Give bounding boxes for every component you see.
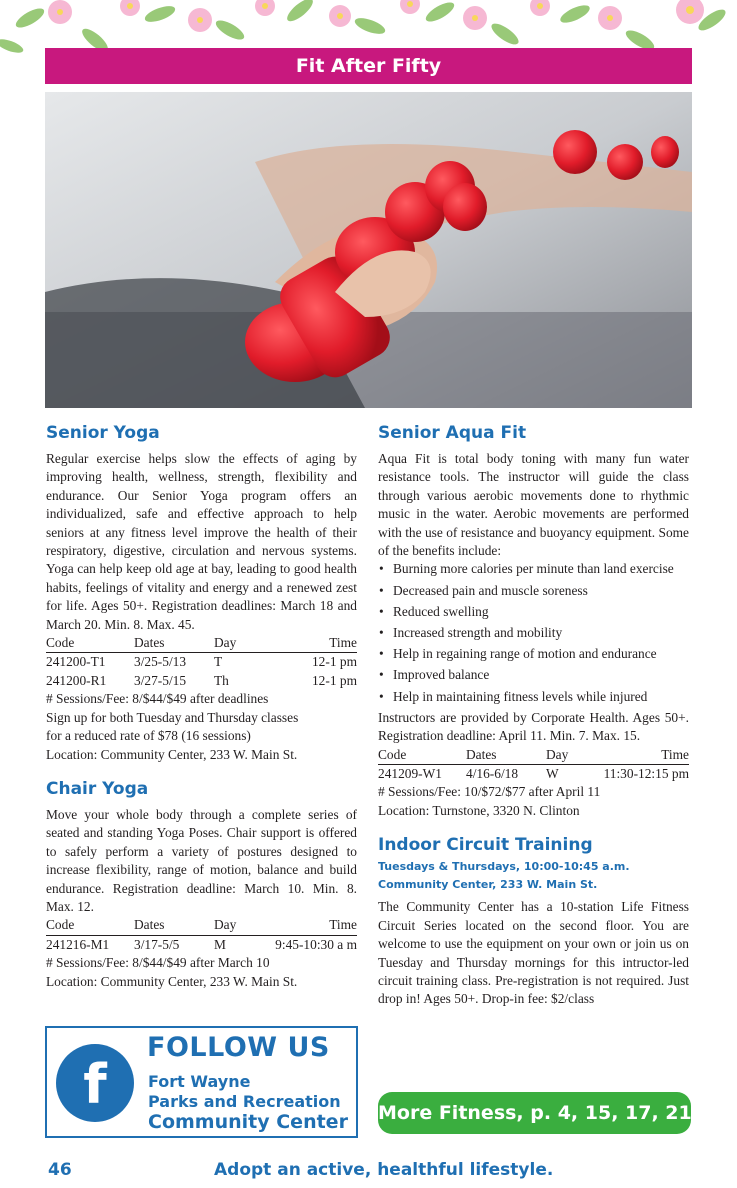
- follow-line-3: Community Center: [148, 1111, 348, 1133]
- circuit-description: The Community Center has a 10-station Life Fitness Circuit Series located on the second floor. You are welcome to use the equipment on your own or join us on Tuesday and Thursday mornings for this intructor-led circuit training class. Pre-registration is not required. Just drop in! Ages 50+. Drop-in fee: $2/class: [378, 899, 689, 1007]
- senior-yoga-note-2: for a reduced rate of $78 (16 sessions): [46, 728, 251, 744]
- cell-dates: 3/17-5/5: [134, 936, 180, 952]
- list-item: • Help in regaining range of motion and endurance: [378, 645, 689, 663]
- senior-yoga-table: [46, 634, 357, 690]
- list-item: • Help in maintaining fitness levels while injured: [378, 688, 689, 706]
- cell-day: T: [214, 654, 223, 670]
- cell-day: M: [214, 936, 226, 952]
- senior-yoga-heading: Senior Yoga: [46, 423, 160, 443]
- cell-code: 241200-R1: [46, 672, 107, 688]
- page-number: 46: [48, 1160, 72, 1180]
- col-time: Time: [329, 917, 357, 933]
- hero-photo: [45, 92, 692, 408]
- table-header: [46, 634, 357, 653]
- cell-code: 241209-W1: [378, 766, 442, 782]
- facebook-icon[interactable]: f: [56, 1044, 134, 1122]
- aqua-fit-benefits: [378, 560, 689, 706]
- cell-dates: 3/25-5/13: [134, 654, 187, 670]
- cell-code: 241216-M1: [46, 936, 110, 952]
- senior-yoga-description: Regular exercise helps slow the effects of aging by improving health, wellness, strength, flexibility and endurance. Our Senior Yoga program offers an individualized, safe and effective approach to help seniors at any fitness level improve the health of their respiratory, digestive, circulation and nervous systems. Yoga can help keep old age at bay, leading to good health habits, feelings of vitality and energy and a renewed zest for life. Ages 50+. Registration deadlines: March 18 and March 20. Min. 8. Max. 45.: [46, 451, 357, 632]
- chair-yoga-location: Location: Community Center, 233 W. Main St.: [46, 973, 298, 989]
- circuit-place: Community Center, 233 W. Main St.: [378, 878, 598, 892]
- col-day: Day: [214, 635, 237, 651]
- table-row: [378, 765, 689, 783]
- aqua-fit-heading: Senior Aqua Fit: [378, 423, 527, 443]
- table-header: [378, 746, 689, 765]
- page-title: Fit After Fifty: [45, 48, 692, 84]
- list-item: • Improved balance: [378, 666, 689, 684]
- aqua-fit-location: Location: Turnstone, 3320 N. Clinton: [378, 802, 580, 818]
- cell-time: 11:30-12:15 pm: [603, 766, 689, 782]
- follow-title: FOLLOW US: [147, 1032, 330, 1063]
- list-item: • Reduced swelling: [378, 603, 689, 621]
- cell-time: 12-1 pm: [311, 654, 357, 670]
- cell-dates: 4/16-6/18: [466, 766, 519, 782]
- right-column: [378, 422, 689, 1009]
- cell-time: 9:45-10:30 a m: [275, 936, 357, 952]
- cell-day: Th: [214, 672, 229, 688]
- cell-day: W: [546, 766, 559, 782]
- list-item: • Increased strength and mobility: [378, 624, 689, 642]
- follow-line-2: Parks and Recreation: [148, 1092, 341, 1111]
- col-code: Code: [378, 746, 407, 762]
- chair-yoga-table: [46, 916, 357, 954]
- list-item: • Burning more calories per minute than land exercise: [378, 560, 689, 578]
- col-day: Day: [214, 917, 237, 933]
- follow-line-1: Fort Wayne: [148, 1072, 251, 1091]
- col-dates: Dates: [466, 746, 497, 762]
- cell-dates: 3/27-5/15: [134, 672, 187, 688]
- senior-yoga-location: Location: Community Center, 233 W. Main St.: [46, 746, 298, 762]
- chair-yoga-fee: # Sessions/Fee: 8/$44/$49 after March 10: [46, 955, 270, 971]
- aqua-fit-section: [378, 422, 689, 820]
- aqua-fit-description: Aqua Fit is total body toning with many fun water resistance tools. The instructor will guide the class through various aerobic movements done to rhythmic music in the water. Aerobic movements are performed with the use of resistance and buoyancy equipment. Some of the benefits include:: [378, 451, 689, 559]
- table-row: [46, 936, 357, 954]
- circuit-section: [378, 834, 689, 1008]
- cell-time: 12-1 pm: [311, 672, 357, 688]
- table-row: [46, 653, 357, 671]
- follow-us-box[interactable]: [45, 1026, 358, 1138]
- col-code: Code: [46, 917, 75, 933]
- chair-yoga-section: [46, 778, 357, 991]
- aqua-fit-details: Instructors are provided by Corporate Health. Ages 50+. Registration deadline: April 11. Min. 7. Max. 15.: [378, 709, 689, 744]
- circuit-heading: Indoor Circuit Training: [378, 835, 593, 856]
- col-day: Day: [546, 746, 569, 762]
- table-row: [46, 672, 357, 690]
- table-header: [46, 916, 357, 935]
- col-time: Time: [661, 746, 689, 762]
- circuit-schedule: Tuesdays & Thursdays, 10:00-10:45 a.m.: [378, 860, 630, 874]
- chair-yoga-heading: Chair Yoga: [46, 778, 149, 799]
- aqua-fit-fee: # Sessions/Fee: 10/$72/$77 after April 11: [378, 784, 601, 800]
- col-time: Time: [329, 635, 357, 651]
- footer-tagline: Adopt an active, healthful lifestyle.: [214, 1160, 554, 1180]
- col-dates: Dates: [134, 917, 165, 933]
- senior-yoga-fee: # Sessions/Fee: 8/$44/$49 after deadlines: [46, 691, 269, 707]
- col-dates: Dates: [134, 635, 165, 651]
- senior-yoga-note-1: Sign up for both Tuesday and Thursday classes: [46, 709, 299, 725]
- left-column: [46, 422, 357, 991]
- senior-yoga-section: [46, 422, 357, 764]
- cell-code: 241200-T1: [46, 654, 106, 670]
- chair-yoga-description: Move your whole body through a complete series of seated and standing Yoga Poses. Chair support is offered to safely perform a variety of postures designed to increase flexibility, range of motion, balance and build endurance. Registration deadline: March 10. Min. 8. Max. 12.: [46, 806, 357, 914]
- aqua-fit-table: [378, 746, 689, 784]
- col-code: Code: [46, 635, 75, 651]
- list-item: • Decreased pain and muscle soreness: [378, 582, 689, 600]
- more-fitness-button[interactable]: More Fitness, p. 4, 15, 17, 21: [378, 1092, 691, 1134]
